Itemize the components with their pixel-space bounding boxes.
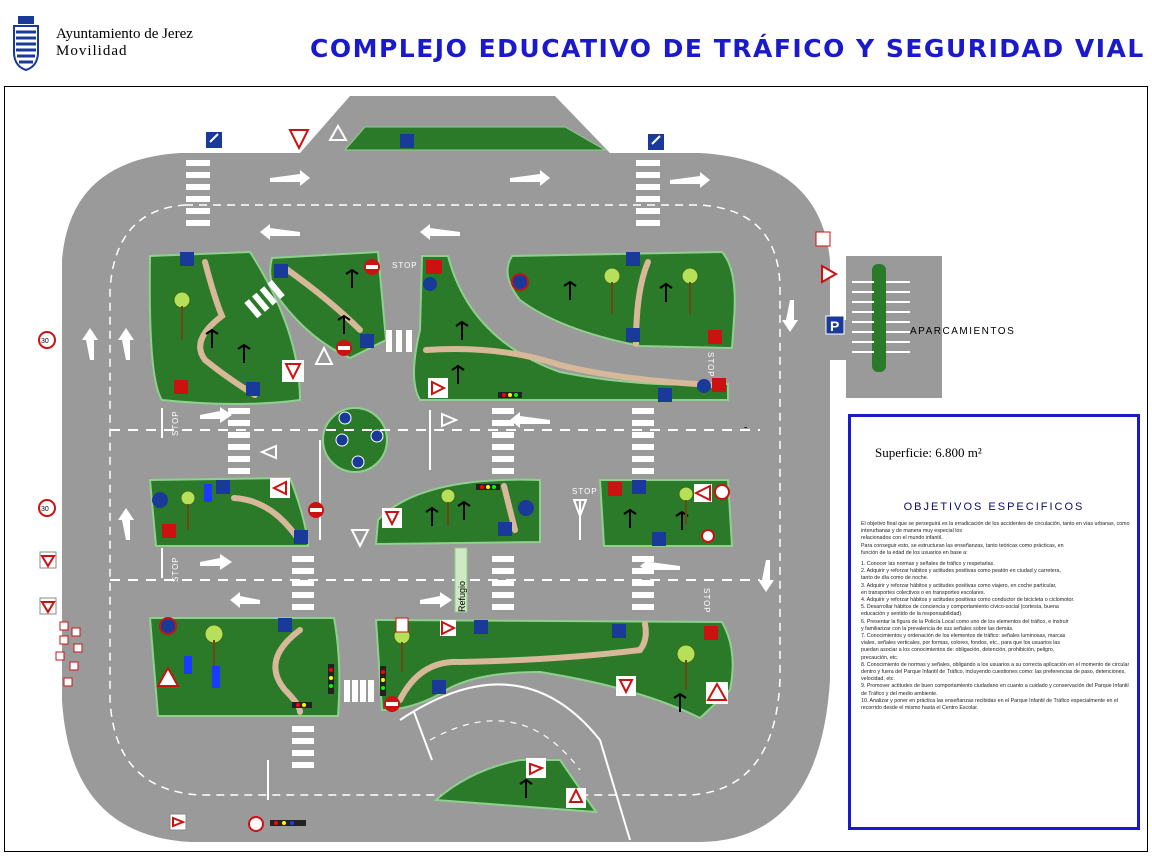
yield-sign-icon xyxy=(526,758,546,778)
warning-sign-icon xyxy=(440,620,456,636)
warning-sign-icon xyxy=(158,668,178,686)
yield-sign-icon xyxy=(290,130,308,148)
speed-limit-text: 30 xyxy=(41,338,49,345)
pedestrian-crossing-sign-icon xyxy=(400,134,414,148)
stop-sign-icon xyxy=(608,482,622,496)
page-title: COMPLEJO EDUCATIVO DE TRÁFICO Y SEGURIDAD VIAL xyxy=(310,34,1145,63)
objective-line: 6. Presentar la figura de la Policía Local como uno de los elementos del tráfico, e instruir xyxy=(861,618,1069,625)
pedestrian-crossing-sign-icon xyxy=(274,264,288,278)
yield-sign-icon xyxy=(382,508,402,528)
yield-sign-icon xyxy=(616,676,636,696)
stop-text-5: STOP xyxy=(706,352,715,378)
stop-sign-icon xyxy=(426,260,442,274)
no-u-turn-sign-icon xyxy=(249,817,263,831)
stop-text-4: STOP xyxy=(171,556,180,582)
surface-area: Superficie: 6.800 m² xyxy=(875,445,982,460)
objective-line: 3. Adquirir y reforzar hábitos y actitudes positivas como viajero, en coche particular, xyxy=(861,582,1057,589)
objective-line: viales, señales verticales, por formas, colores, fondos, etc., para que los usuarios las xyxy=(861,640,1061,647)
objective-line: relacionados con el mundo infantil. xyxy=(861,535,943,542)
dash-mark: - xyxy=(744,422,748,433)
stop-text-3: STOP xyxy=(171,410,180,436)
pedestrian-crossing-sign-icon xyxy=(498,522,512,536)
objective-line: en transportes colectivos o en transportes escolares. xyxy=(861,589,985,596)
no-u-turn-sign-icon xyxy=(715,485,729,499)
no-entry-sign-icon xyxy=(336,340,352,356)
objective-line: 4. Adquirir y reforzar hábitos y actitudes positivas como conductor de bicicleta o ciclomotor. xyxy=(861,597,1075,604)
objective-line: y familiarizar con la prevalencia de sus señales sobre las demás. xyxy=(861,625,1014,632)
direction-sign-icon xyxy=(518,500,534,516)
bus-stop-sign-icon xyxy=(708,330,722,344)
direction-sign-icon xyxy=(152,492,168,508)
pedestrian-crossing-sign-icon xyxy=(206,132,222,148)
parking-sign-letter: P xyxy=(830,318,840,334)
yield-sign-icon xyxy=(566,788,586,808)
pedestrian-crossing-sign-icon xyxy=(652,532,666,546)
objective-line: función de la edad de los usuarios en base a: xyxy=(861,549,968,556)
objective-line: El objetivo final que se perseguirá es la erradicación de los accidentes de circulación, tanto en vías urbanas, como interurbanas y de manera muy especial los xyxy=(861,521,1130,535)
objective-line: tanto de día como de noche. xyxy=(861,575,929,582)
org-line1: Ayuntamiento de Jerez xyxy=(56,26,193,42)
pedestrian-crossing-sign-icon xyxy=(626,328,640,342)
pedestrian-crossing-sign-icon xyxy=(658,388,672,402)
objective-line: 8. Conocimiento de normas y señales, obligando a los usuarios a su correcta aplicación en el momento de circular dentro y fuera del Parque Infantil de Tráfico, incluyendo cuestiones como: las preferencias de paso, detenciones, velocidad, etc. xyxy=(861,661,1130,683)
stop-sign-icon xyxy=(162,524,176,538)
speed-limit-sign-icon xyxy=(39,500,55,516)
objective-line: educación y sentido de la responsabilidad). xyxy=(861,611,963,618)
direction-sign-icon xyxy=(423,277,437,291)
org-line2: Movilidad xyxy=(56,43,128,59)
no-parking-sign-icon xyxy=(512,274,528,290)
stop-sign-icon xyxy=(174,380,188,394)
yield-sign-icon xyxy=(822,266,836,282)
refuge-label: Refugio xyxy=(457,580,467,612)
objective-line: 10. Analizar y poner en práctica las enseñanzas recibidas en el Parque Infantil de Tráfico especialmente en el recorrido desde el mismo hasta el Centro Escolar. xyxy=(861,697,1119,712)
no-entry-sign-icon xyxy=(384,696,400,712)
pedestrian-crossing-sign-icon xyxy=(294,530,308,544)
objective-line: precaución, etc. xyxy=(861,654,899,661)
yield-sign-icon xyxy=(40,552,56,568)
yield-sign-icon xyxy=(282,360,304,382)
stop-sign-icon xyxy=(704,626,718,640)
pedestrian-crossing-sign-icon xyxy=(278,618,292,632)
no-entry-sign-icon xyxy=(308,502,324,518)
warning-sign-icon xyxy=(702,530,714,542)
yield-sign-icon xyxy=(40,598,56,614)
stop-sign-icon xyxy=(712,378,726,392)
yield-sign-icon xyxy=(428,378,448,398)
pedestrian-crossing-sign-icon xyxy=(246,382,260,396)
objectives-title: OBJETIVOS ESPECIFICOS xyxy=(903,501,1085,513)
objectives-list xyxy=(861,521,1133,712)
pedestrian-crossing-sign-icon xyxy=(626,252,640,266)
sign-collection-icon xyxy=(56,622,82,686)
pedestrian-crossing-sign-icon xyxy=(612,624,626,638)
speed-limit-text: 30 xyxy=(41,506,49,513)
speed-limit-sign-icon xyxy=(39,332,55,348)
warning-sign-icon xyxy=(396,618,408,632)
objective-line: 2. Adquirir y reforzar hábitos y actitudes positivas como peatón en ciudad y carretera, xyxy=(861,568,1061,575)
pedestrian-crossing-sign-icon xyxy=(474,620,488,634)
objective-line: 5. Desarrollar hábitos de conciencia y comportamiento cívico-social (cortesía, buena xyxy=(861,604,1059,611)
direction-sign-icon xyxy=(697,379,711,393)
stop-text-2: STOP xyxy=(572,487,598,496)
info-panel xyxy=(848,414,1140,830)
pedestrian-crossing-sign-icon xyxy=(360,334,374,348)
no-parking-sign-icon xyxy=(160,618,176,634)
objective-line: 7. Conocimientos y ordenación de los elementos de tráfico: señales luminosas, marcas xyxy=(861,633,1066,640)
objective-line: 9. Promover actitudes de buen comportamiento ciudadano en cuanto a cuidado y conservación del Parque Infantil de Tráfico y del medio ambiente. xyxy=(861,683,1129,697)
stop-text-1: STOP xyxy=(392,261,418,270)
objective-line: 1. Conocer las normas y señales de tráfico y respetarlas. xyxy=(861,561,995,568)
yield-sign-icon xyxy=(270,478,290,498)
pedestrian-crossing-sign-icon xyxy=(648,134,664,150)
pedestrian-crossing-sign-icon xyxy=(632,480,646,494)
pedestrian-crossing-sign-icon xyxy=(432,680,446,694)
yield-sign-icon xyxy=(170,814,186,830)
objective-line: Para conseguir esto, se estructuran las enseñanzas, tanto teóricas como prácticas, en xyxy=(861,542,1064,549)
objective-line: puedan asociar a los conocimientos de: obligación, detención, prohibición, peligro, xyxy=(861,647,1055,654)
pedestrian-crossing-sign-icon xyxy=(216,480,230,494)
warning-sign-icon xyxy=(706,682,728,704)
pedestrian-crossing-sign-icon xyxy=(180,252,194,266)
yield-sign-icon xyxy=(694,484,712,502)
stop-text-6: STOP xyxy=(702,588,711,614)
no-entry-sign-icon xyxy=(364,259,380,275)
pedestrian-crossing-sign-icon xyxy=(816,232,830,246)
parking-label: APARCAMIENTOS xyxy=(910,326,1016,337)
